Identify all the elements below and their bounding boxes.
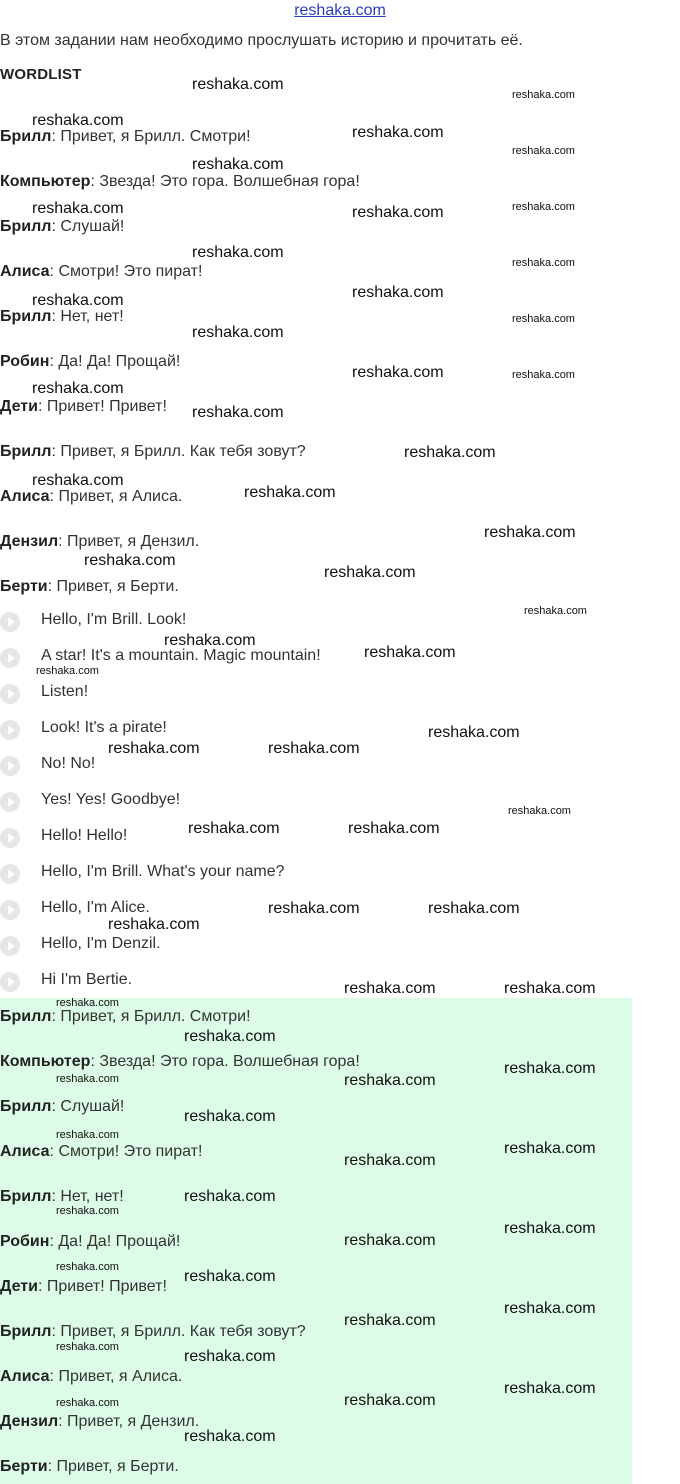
speaker: Брилл xyxy=(0,128,52,145)
play-icon[interactable] xyxy=(0,936,20,956)
dialogue-line xyxy=(0,1323,306,1341)
wordlist-heading: WORDLIST xyxy=(0,66,82,83)
play-icon[interactable] xyxy=(0,900,20,920)
speaker: Брилл xyxy=(0,1098,52,1115)
speaker: Дети xyxy=(0,1278,38,1295)
line-text: : Привет, я Алиса. xyxy=(49,488,183,505)
watermark: reshaka.com xyxy=(192,324,284,341)
watermark: reshaka.com xyxy=(184,1108,276,1125)
audio-line-text: Hello! Hello! xyxy=(41,827,128,844)
play-icon[interactable] xyxy=(0,648,20,668)
dialogue-line xyxy=(0,1368,182,1386)
dialogue-line xyxy=(0,218,124,236)
watermark: reshaka.com xyxy=(192,76,284,93)
audio-line-text: Hello, I'm Alice. xyxy=(41,899,150,916)
watermark: reshaka.com xyxy=(244,484,336,501)
speaker: Дензил xyxy=(0,1413,59,1430)
audio-line-text: Hi I'm Bertie. xyxy=(41,971,133,988)
play-icon[interactable] xyxy=(0,828,20,848)
line-text: : Слушай! xyxy=(51,1098,125,1115)
speaker: Робин xyxy=(0,353,50,370)
watermark: reshaka.com xyxy=(192,404,284,421)
line-text: : Привет, я Брилл. Как тебя зовут? xyxy=(51,1323,306,1340)
watermark: reshaka.com xyxy=(344,1232,436,1249)
watermark: reshaka.com xyxy=(32,472,124,489)
line-text: : Слушай! xyxy=(51,218,125,235)
watermark: reshaka.com xyxy=(56,1397,119,1409)
dialogue-line xyxy=(0,263,202,281)
dialogue-line xyxy=(0,1458,179,1476)
watermark: reshaka.com xyxy=(352,284,444,301)
line-text: : Привет! Привет! xyxy=(37,1278,167,1295)
watermark: reshaka.com xyxy=(352,204,444,221)
audio-line-text: Hello, I'm Brill. What's your name? xyxy=(41,863,285,880)
dialogue-line xyxy=(0,533,199,551)
speaker: Брилл xyxy=(0,1323,52,1340)
dialogue-line xyxy=(0,398,167,416)
speaker: Компьютер xyxy=(0,173,91,190)
line-text: : Привет! Привет! xyxy=(37,398,167,415)
speaker: Брилл xyxy=(0,308,52,325)
watermark: reshaka.com xyxy=(348,820,440,837)
audio-line-text: Hello, I'm Denzil. xyxy=(41,935,161,952)
watermark: reshaka.com xyxy=(344,1072,436,1089)
watermark: reshaka.com xyxy=(504,1060,596,1077)
watermark: reshaka.com xyxy=(352,364,444,381)
line-text: : Да! Да! Прощай! xyxy=(49,1233,181,1250)
watermark: reshaka.com xyxy=(364,644,456,661)
watermark: reshaka.com xyxy=(508,805,571,817)
speaker: Дензил xyxy=(0,533,59,550)
watermark: reshaka.com xyxy=(268,900,360,917)
watermark: reshaka.com xyxy=(192,156,284,173)
watermark: reshaka.com xyxy=(56,1129,119,1141)
speaker: Брилл xyxy=(0,1188,52,1205)
line-text: : Привет, я Брилл. Как тебя зовут? xyxy=(51,443,306,460)
watermark: reshaka.com xyxy=(56,1341,119,1353)
line-text: : Нет, нет! xyxy=(51,1188,124,1205)
watermark: reshaka.com xyxy=(504,1220,596,1237)
line-text: : Привет, я Дензил. xyxy=(58,1413,200,1430)
line-text: : Привет, я Брилл. Смотри! xyxy=(51,1008,251,1025)
watermark: reshaka.com xyxy=(56,997,119,1009)
play-icon[interactable] xyxy=(0,972,20,992)
play-icon[interactable] xyxy=(0,612,20,632)
speaker: Алиса xyxy=(0,1368,50,1385)
line-text: : Привет, я Берти. xyxy=(47,578,179,595)
watermark: reshaka.com xyxy=(512,369,575,381)
audio-line-text: Hello, I'm Brill. Look! xyxy=(41,611,187,628)
watermark: reshaka.com xyxy=(184,1268,276,1285)
watermark: reshaka.com xyxy=(512,257,575,269)
dialogue-line xyxy=(0,1278,167,1296)
dialogue-line xyxy=(0,1008,251,1026)
dialogue-line xyxy=(0,578,179,596)
watermark: reshaka.com xyxy=(512,89,575,101)
audio-line-text: No! No! xyxy=(41,755,96,772)
line-text: : Звезда! Это гора. Волшебная гора! xyxy=(90,1053,360,1070)
watermark: reshaka.com xyxy=(504,980,596,997)
speaker: Алиса xyxy=(0,1143,50,1160)
audio-line-text: Yes! Yes! Goodbye! xyxy=(41,791,181,808)
watermark: reshaka.com xyxy=(404,444,496,461)
line-text: : Звезда! Это гора. Волшебная гора! xyxy=(90,173,360,190)
watermark: reshaka.com xyxy=(32,200,124,217)
watermark: reshaka.com xyxy=(504,1140,596,1157)
line-text: : Да! Да! Прощай! xyxy=(49,353,181,370)
play-icon[interactable] xyxy=(0,720,20,740)
watermark: reshaka.com xyxy=(344,980,436,997)
line-text: : Привет, я Берти. xyxy=(47,1458,179,1475)
dialogue-line xyxy=(0,443,306,461)
watermark: reshaka.com xyxy=(324,564,416,581)
watermark: reshaka.com xyxy=(32,380,124,397)
watermark: reshaka.com xyxy=(428,724,520,741)
watermark: reshaka.com xyxy=(56,1073,119,1085)
dialogue-line xyxy=(0,1188,124,1206)
watermark: reshaka.com xyxy=(524,605,587,617)
watermark: reshaka.com xyxy=(184,1428,276,1445)
speaker: Брилл xyxy=(0,218,52,235)
speaker: Брилл xyxy=(0,443,52,460)
watermark: reshaka.com xyxy=(428,900,520,917)
watermark: reshaka.com xyxy=(504,1300,596,1317)
dialogue-line xyxy=(0,308,124,326)
line-text: : Привет, я Дензил. xyxy=(58,533,200,550)
speaker: Берти xyxy=(0,578,48,595)
watermark: reshaka.com xyxy=(344,1392,436,1409)
play-icon[interactable] xyxy=(0,684,20,704)
speaker: Компьютер xyxy=(0,1053,91,1070)
watermark: reshaka.com xyxy=(184,1348,276,1365)
dialogue-line xyxy=(0,1098,124,1116)
watermark: reshaka.com xyxy=(56,1205,119,1217)
watermark: reshaka.com xyxy=(192,244,284,261)
watermark: reshaka.com xyxy=(108,740,200,757)
watermark: reshaka.com xyxy=(512,145,575,157)
play-icon[interactable] xyxy=(0,756,20,776)
watermark: reshaka.com xyxy=(56,1261,119,1273)
dialogue-line xyxy=(0,1233,180,1251)
dialogue-line xyxy=(0,488,182,506)
watermark: reshaka.com xyxy=(268,740,360,757)
line-text: : Привет, я Алиса. xyxy=(49,1368,183,1385)
line-text: : Смотри! Это пират! xyxy=(49,263,203,280)
dialogue-line xyxy=(0,1053,360,1071)
line-text: : Смотри! Это пират! xyxy=(49,1143,203,1160)
speaker: Алиса xyxy=(0,488,50,505)
audio-line-text: Look! It's a pirate! xyxy=(41,719,167,736)
audio-line-text: Listen! xyxy=(41,683,89,700)
dialogue-line xyxy=(0,1143,202,1161)
speaker: Брилл xyxy=(0,1008,52,1025)
watermark: reshaka.com xyxy=(108,916,200,933)
watermark: reshaka.com xyxy=(352,124,444,141)
line-text: : Нет, нет! xyxy=(51,308,124,325)
watermark: reshaka.com xyxy=(344,1312,436,1329)
watermark: reshaka.com xyxy=(344,1152,436,1169)
dialogue-line xyxy=(0,173,360,191)
watermark: reshaka.com xyxy=(512,313,575,325)
speaker: Берти xyxy=(0,1458,48,1475)
watermark: reshaka.com xyxy=(188,820,280,837)
watermark: reshaka.com xyxy=(184,1028,276,1045)
play-icon[interactable] xyxy=(0,864,20,884)
line-text: : Привет, я Брилл. Смотри! xyxy=(51,128,251,145)
watermark: reshaka.com xyxy=(512,201,575,213)
dialogue-line xyxy=(0,128,251,146)
watermark: reshaka.com xyxy=(32,112,124,129)
watermark: reshaka.com xyxy=(184,1188,276,1205)
watermark: reshaka.com xyxy=(164,632,256,649)
intro-text: В этом задании нам необходимо прослушать историю и прочитать её. xyxy=(0,32,523,49)
play-icon[interactable] xyxy=(0,792,20,812)
site-link[interactable]: reshaka.com xyxy=(294,2,386,19)
watermark: reshaka.com xyxy=(36,665,99,677)
dialogue-line xyxy=(0,353,180,371)
watermark: reshaka.com xyxy=(32,292,124,309)
watermark: reshaka.com xyxy=(484,524,576,541)
speaker: Алиса xyxy=(0,263,50,280)
audio-line-text: A star! It's a mountain. Magic mountain! xyxy=(41,647,321,664)
watermark: reshaka.com xyxy=(84,552,176,569)
speaker: Робин xyxy=(0,1233,50,1250)
dialogue-line xyxy=(0,1413,199,1431)
speaker: Дети xyxy=(0,398,38,415)
watermark: reshaka.com xyxy=(504,1380,596,1397)
